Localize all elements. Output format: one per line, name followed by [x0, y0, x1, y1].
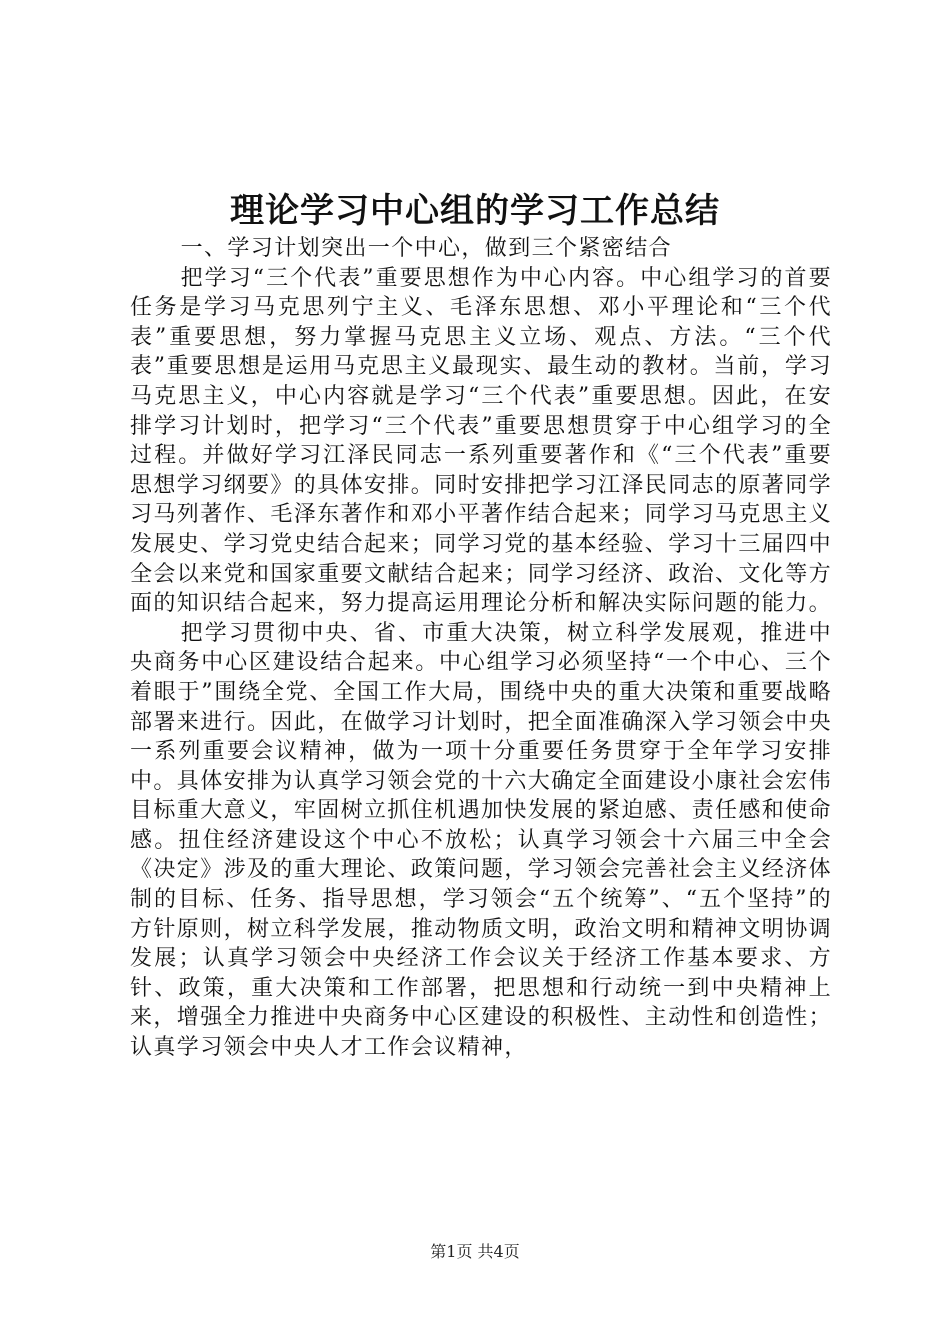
- page-number-footer: 第1页 共4页: [430, 1242, 520, 1261]
- document-title: 理论学习中心组的学习工作总结: [230, 191, 720, 231]
- document-body: [130, 234, 832, 1063]
- body-paragraph: 把学习“三个代表”重要思想作为中心内容。中心组学习的首要任务是学习马克思列宁主义、毛泽东思想、邓小平理论和“三个代表”重要思想，努力掌握马克思主义立场、观点、方法。“三个代表”重要思想是运用马克思主义最现实、最生动的教材。当前，学习马克思主义，中心内容就是学习“三个代表”重要思想。因此，在安排学习计划时，把学习“三个代表”重要思想贯穿于中心组学习的全过程。并做好学习江泽民同志一系列重要著作和《“三个代表”重要思想学习纲要》的具体安排。同时安排把学习江泽民同志的原著同学习马列著作、毛泽东著作和邓小平著作结合起来；同学习马克思主义发展史、学习党史结合起来；同学习党的基本经验、学习十三届四中全会以来党和国家重要文献结合起来；同学习经济、政治、文化等方面的知识结合起来，努力提高运用理论分析和解决实际问题的能力。: [130, 265, 833, 617]
- section-heading: 一、学习计划突出一个中心，做到三个紧密结合: [180, 236, 672, 261]
- body-paragraph: 把学习贯彻中央、省、市重大决策，树立科学发展观，推进中央商务中心区建设结合起来。中心组学习必须坚持“一个中心、三个着眼于”围绕全党、全国工作大局，围绕中央的重大决策和重要战略部署来进行。因此，在做学习计划时，把全面准确深入学习领会中央一系列重要会议精神，做为一项十分重要任务贯穿于全年学习安排中。具体安排为认真学习领会党的十六大确定全面建设小康社会宏伟目标重大意义，牢固树立抓住机遇加快发展的紧迫感、责任感和使命感。扭住经济建设这个中心不放松；认真学习领会十六届三中全会《决定》涉及的重大理论、政策问题，学习领会完善社会主义经济体制的目标、任务、指导思想，学习领会“五个统筹”、“五个坚持”的方针原则，树立科学发展，推动物质文明，政治文明和精神文明协调发展；认真学习领会中央经济工作会议关于经济工作基本要求、方针、政策，重大决策和工作部署，把思想和行动统一到中央精神上来，增强全力推进中央商务中心区建设的积极性、主动性和创造性；认真学习领会中央人才工作会议精神，: [130, 620, 833, 1061]
